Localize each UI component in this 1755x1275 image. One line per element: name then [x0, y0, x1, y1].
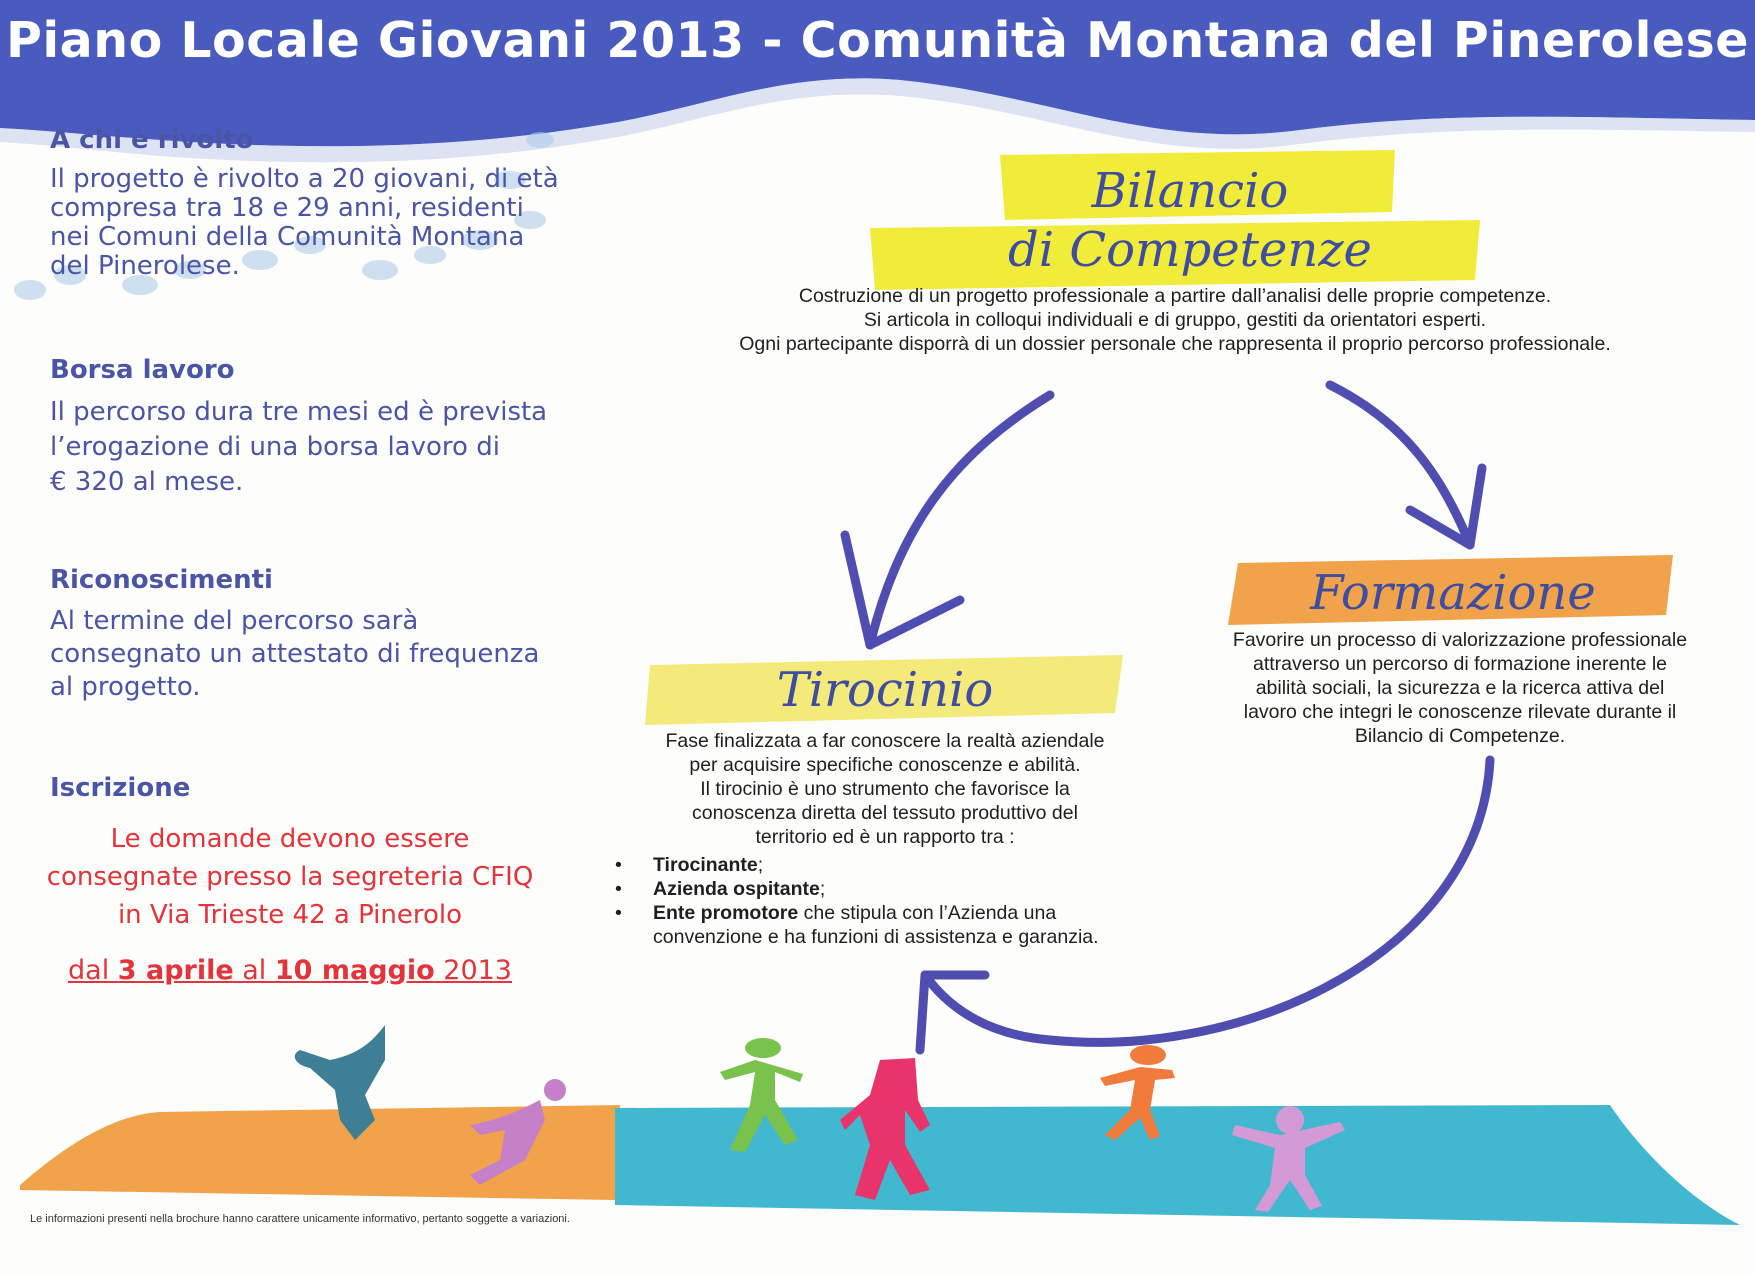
tirocinio-bullets — [615, 853, 1175, 949]
bullet-bold: Tirocinante — [653, 854, 758, 876]
bullet-continuation — [615, 925, 1175, 949]
bullet-item — [615, 901, 1175, 925]
date-year: 2013 — [434, 955, 512, 986]
heading-borsa-lavoro: Borsa lavoro — [50, 355, 235, 385]
text-line: € 320 al mese. — [50, 467, 244, 497]
text-line: Si articola in colloqui individuali e di gruppo, gestiti da orientatori esperti. — [863, 309, 1487, 331]
page-title: Piano Locale Giovani 2013 - Comunità Montana del Pinerolese — [5, 12, 1750, 69]
heading-iscrizione: Iscrizione — [50, 773, 191, 803]
bullet-cont-text: convenzione e ha funzioni di assistenza e garanzia. — [653, 926, 1099, 948]
text-line: nei Comuni della Comunità Montana — [50, 222, 525, 252]
bullet-rest: ; — [757, 854, 764, 876]
bullet-item — [615, 877, 1175, 901]
text-line: conoscenza diretta del tessuto produttivo del — [692, 802, 1078, 824]
formazione-title: Formazione — [1310, 565, 1596, 621]
tirocinio-description — [600, 729, 1170, 849]
text-line: consegnate presso la segreteria CFIQ — [46, 862, 534, 892]
text-line: Il progetto è rivolto a 20 giovani, di età — [50, 164, 559, 194]
arrow-to-formazione — [1330, 385, 1470, 545]
text-line: Le domande devono essere — [110, 824, 470, 854]
formazione-description — [1180, 628, 1740, 748]
text-line: Fase finalizzata a far conoscere la realtà aziendale — [665, 730, 1105, 752]
bullet-rest: ; — [819, 878, 826, 900]
text-line: Favorire un processo di valorizzazione professionale — [1232, 629, 1688, 651]
heading-a-chi-e-rivolto: A chi è rivolto — [50, 125, 254, 155]
date-mid: al — [233, 955, 275, 986]
bilancio-title-line1: Bilancio — [1091, 163, 1289, 219]
tirocinio-title: Tirocinio — [776, 662, 994, 718]
arrow-to-tirocinio — [870, 395, 1050, 645]
text-line: attraverso un percorso di formazione inerente le — [1252, 653, 1668, 675]
date-start: 3 aprile — [117, 955, 234, 986]
text-line: Il percorso dura tre mesi ed è prevista — [50, 397, 548, 427]
bullet-bold: Azienda ospitante — [653, 878, 820, 900]
text-line: consegnato un attestato di frequenza — [50, 639, 540, 669]
text-line: Il tirocinio è uno strumento che favorisce la — [700, 778, 1070, 800]
text-line: al progetto. — [50, 672, 201, 702]
text-line: del Pinerolese. — [50, 251, 240, 281]
bottom-illustration — [0, 1000, 1755, 1230]
text-line: abilità sociali, la sicurezza e la ricerca attiva del — [1255, 677, 1665, 699]
date-pre: dal — [68, 955, 118, 986]
bullet-item — [615, 853, 1175, 877]
text-line: Ogni partecipante disporrà di un dossier personale che rappresenta il proprio percorso professionale. — [739, 333, 1611, 355]
text-line: Al termine del percorso sarà — [50, 606, 419, 636]
bullet-bold: Ente promotore — [653, 902, 799, 924]
text-line: Bilancio di Competenze. — [1354, 725, 1566, 747]
text-line: territorio ed è un rapporto tra : — [755, 826, 1015, 848]
date-end: 10 maggio — [274, 955, 435, 986]
text-line: l’erogazione di una borsa lavoro di — [50, 432, 500, 462]
footer-disclaimer: Le informazioni presenti nella brochure hanno carattere unicamente informativo, pertanto soggette a variazioni. — [30, 1213, 570, 1225]
text-line: lavoro che integri le conoscenze rilevate durante il — [1243, 701, 1677, 723]
text-line: in Via Trieste 42 a Pinerolo — [117, 900, 463, 930]
text-line: compresa tra 18 e 29 anni, residenti — [50, 193, 524, 223]
bilancio-title-line2: di Competenze — [1008, 222, 1372, 278]
heading-riconoscimenti: Riconoscimenti — [50, 565, 273, 595]
text-line: per acquisire specifiche conoscenze e abilità. — [689, 754, 1081, 776]
bullet-rest: che stipula con l’Azienda una — [798, 902, 1057, 924]
text-line: Costruzione di un progetto professionale a partire dall’analisi delle proprie competenze. — [798, 285, 1552, 307]
